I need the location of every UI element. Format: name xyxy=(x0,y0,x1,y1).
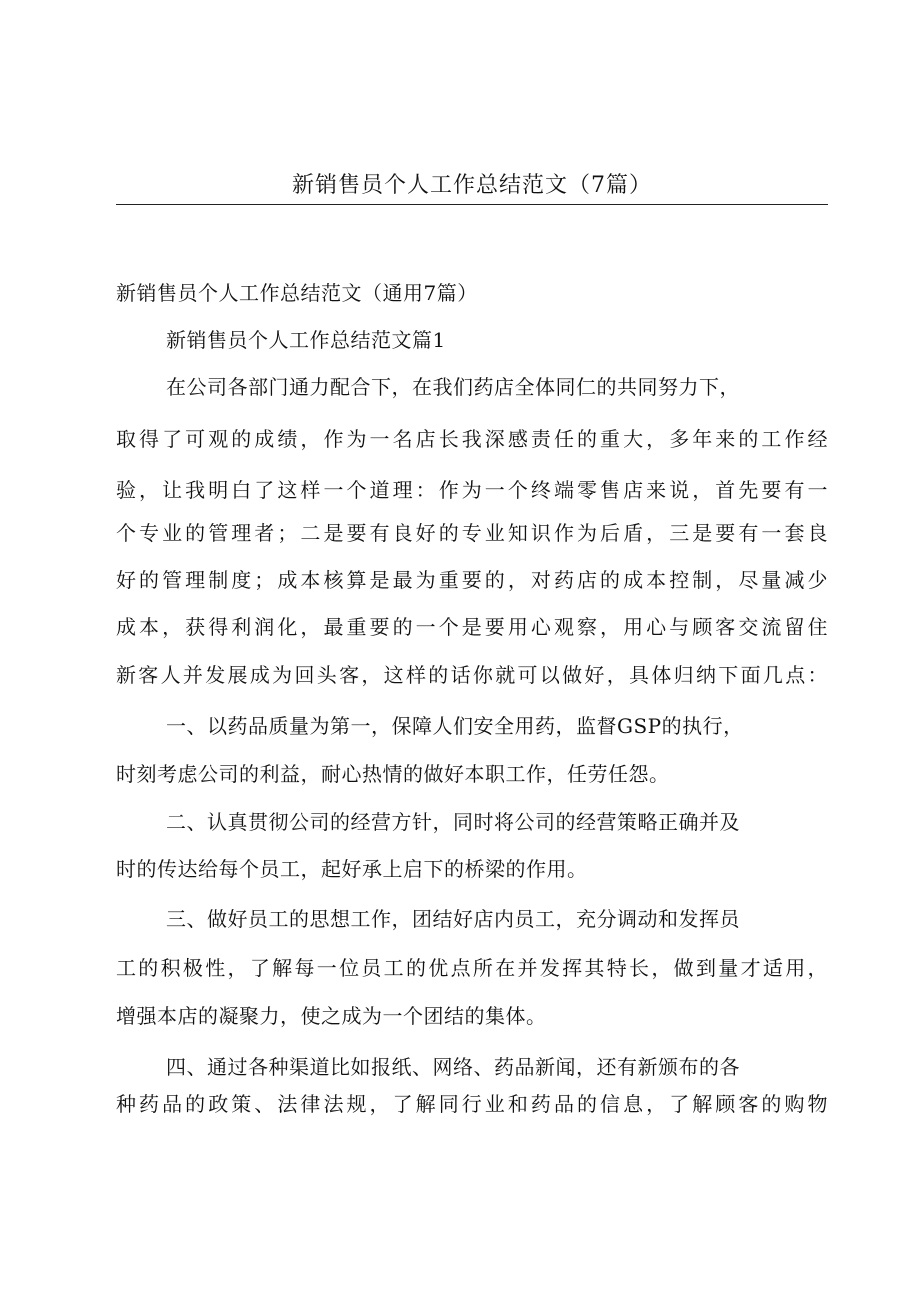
paragraph-5-line-1: 四、通过各种渠道比如报纸、网络、药品新闻，还有新颁布的各 xyxy=(166,1055,740,1079)
paragraph-1-line-3: 验，让我明白了这样一个道理：作为一个终端零售店来说，首先要有一 xyxy=(116,478,828,502)
paragraph-1-line-4: 个专业的管理者；二是要有良好的专业知识作为后盾，三是要有一套良 xyxy=(116,521,828,545)
paragraph-4-line-1: 三、做好员工的思想工作，团结好店内员工，充分调动和发挥员 xyxy=(166,907,740,931)
paragraph-1-line-6: 成本，获得利润化，最重要的一个是要用心观察，用心与顾客交流留住 xyxy=(116,615,828,639)
paragraph-3-line-1: 二、认真贯彻公司的经营方针，同时将公司的经营策略正确并及 xyxy=(166,810,740,834)
paragraph-2-line-2: 时刻考虑公司的利益，耐心热情的做好本职工作，任劳任怨。 xyxy=(116,762,670,786)
paragraph-4-line-2: 工的积极性，了解每一位员工的优点所在并发挥其特长，做到量才适用， xyxy=(116,956,828,980)
paragraph-1-line-1: 在公司各部门通力配合下，在我们药店全体同仁的共同努力下， xyxy=(166,375,740,399)
document-title: 新销售员个人工作总结范文（7篇） xyxy=(292,173,652,198)
paragraph-1-line-2: 取得了可观的成绩，作为一名店长我深感责任的重大，多年来的工作经 xyxy=(116,427,828,451)
paragraph-3-line-2: 时的传达给每个员工，起好承上启下的桥梁的作用。 xyxy=(116,857,588,881)
paragraph-1-line-7: 新客人并发展成为回头客，这样的话你就可以做好，具体归纳下面几点： xyxy=(116,663,828,687)
paragraph-2-line-1: 一、以药品质量为第一，保障人们安全用药，监督GSP的执行， xyxy=(166,714,744,738)
paragraph-4-line-3: 增强本店的凝聚力，使之成为一个团结的集体。 xyxy=(116,1004,547,1028)
paragraph-5-line-2: 种药品的政策、法律法规，了解同行业和药品的信息，了解顾客的购物 xyxy=(116,1092,828,1116)
section-heading: 新销售员个人工作总结范文篇1 xyxy=(166,328,446,352)
document-subtitle: 新销售员个人工作总结范文（通用7篇） xyxy=(116,281,478,305)
title-underline xyxy=(116,204,828,205)
paragraph-1-line-5: 好的管理制度；成本核算是最为重要的，对药店的成本控制，尽量减少 xyxy=(116,568,828,592)
